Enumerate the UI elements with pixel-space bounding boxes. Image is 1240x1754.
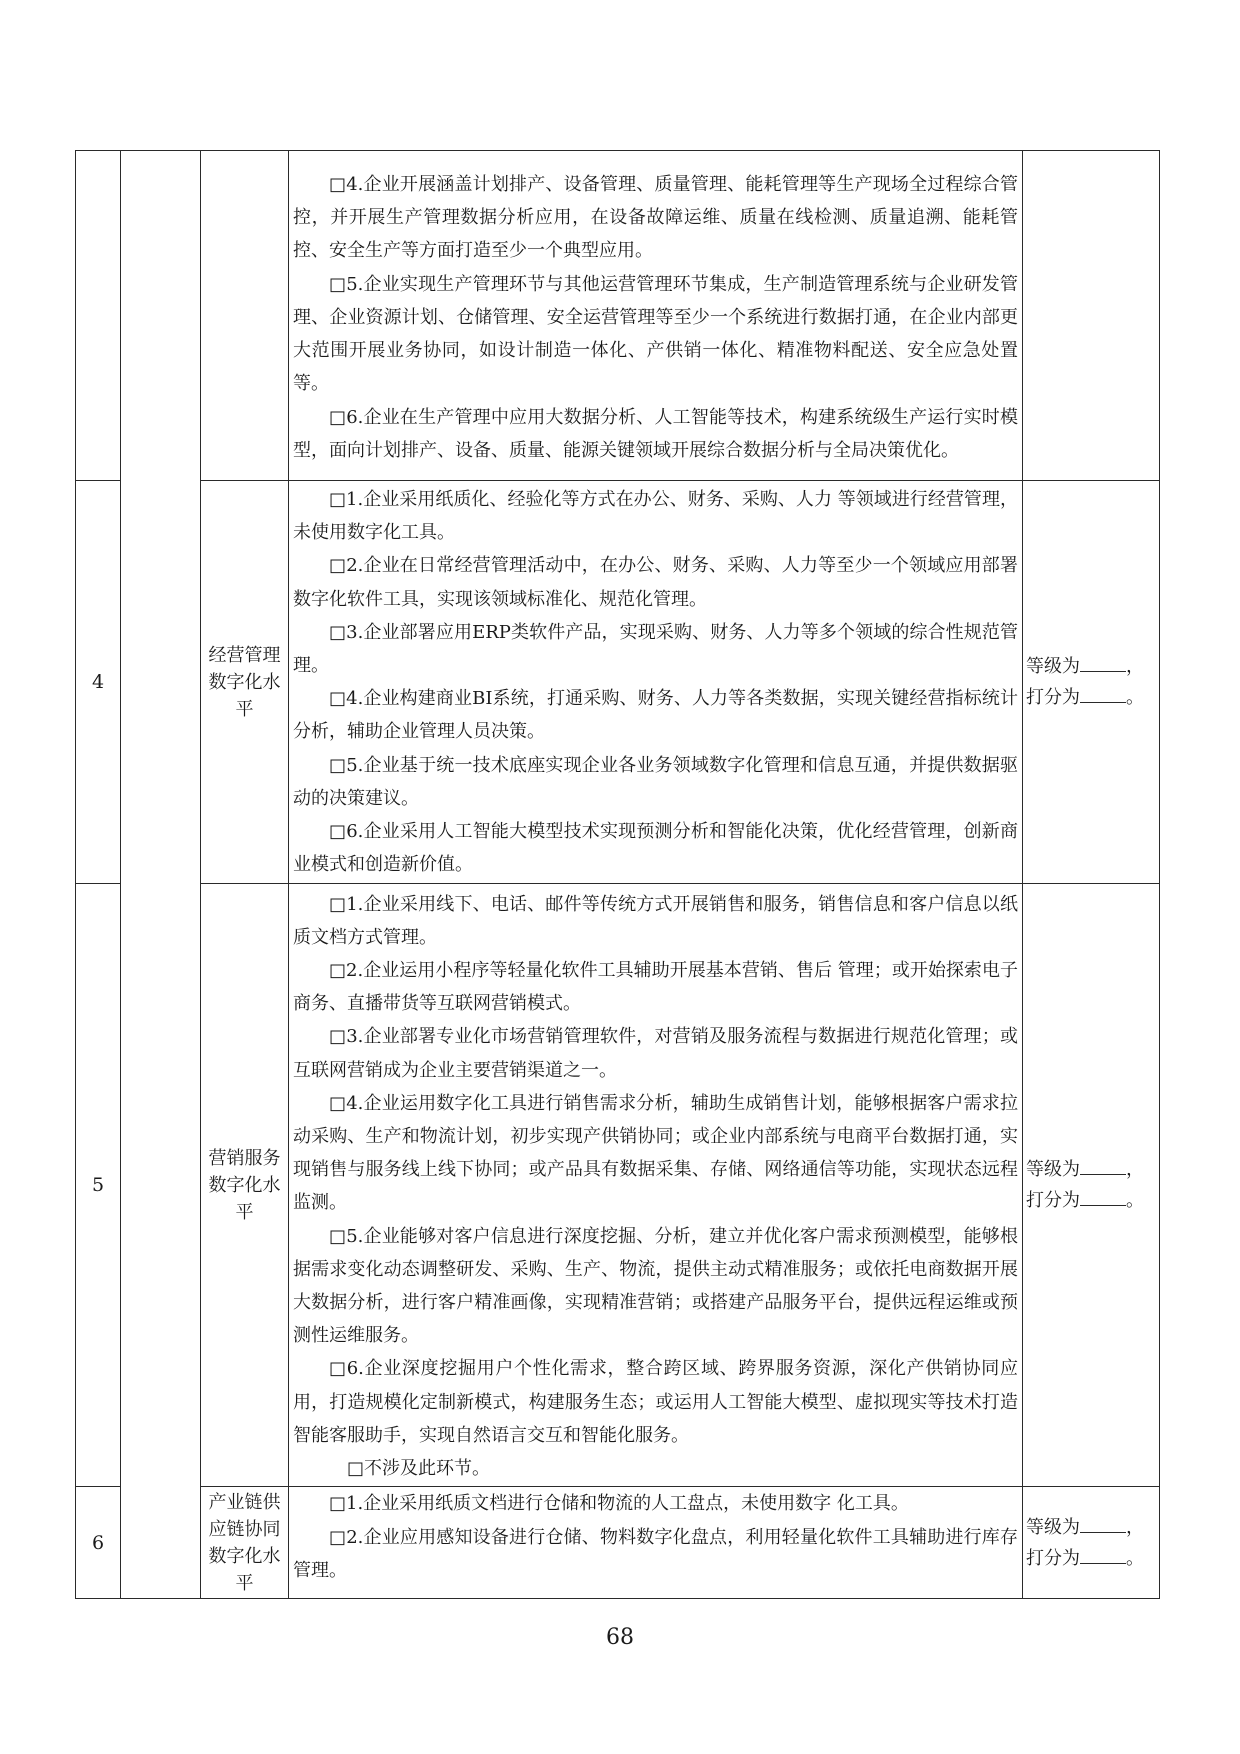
option-item[interactable]: □4.企业运用数字化工具进行销售需求分析，辅助生成销售计划，能够根据客户需求拉动采购、生产和物流计划，初步实现产供销协同；或企业内部系统与电商平台数据打通，实现销售与服务线上线下协同；或产品具有数据采集、存储、网络通信等功能，实现状态远程监测。 xyxy=(293,1092,1018,1214)
row-content-cell xyxy=(289,884,1023,1487)
row-name-line: 数字化水 xyxy=(208,671,281,693)
category-cell xyxy=(121,151,201,1599)
option-item[interactable]: □5.企业实现生产管理环节与其他运营管理环节集成，生产制造管理系统与企业研发管理、企业资源计划、仓储管理、安全运营管理等至少一个系统进行数据打通，在企业内部更大范围开展业务协同，如设计制造一体化、产供销一体化、精准物料配送、安全应急处置等。 xyxy=(293,273,1018,395)
row-name-cell xyxy=(201,884,289,1487)
row-name-line: 经营管理 xyxy=(208,644,281,666)
row-name-line: 平 xyxy=(235,1201,254,1223)
option-item[interactable]: □2.企业应用感知设备进行仓储、物料数字化盘点，利用轻量化软件工具辅助进行库存管理。 xyxy=(293,1526,1018,1581)
row-number-cell: 4 xyxy=(76,481,121,884)
grade-line: 等级为 ， xyxy=(1026,1512,1159,1543)
option-not-applicable[interactable]: □不涉及此环节。 xyxy=(347,1458,491,1480)
option-item[interactable]: □4.企业构建商业BI系统，打通采购、财务、人力等各类数据，实现关键经营指标统计分析，辅助企业管理人员决策。 xyxy=(293,688,1018,743)
score-cell xyxy=(1023,1487,1160,1599)
page-number: 68 xyxy=(606,1625,634,1650)
grade-blank[interactable] xyxy=(1080,651,1126,672)
row-name-line: 营销服务 xyxy=(208,1147,281,1169)
option-item[interactable]: □2.企业在日常经营管理活动中，在办公、财务、采购、人力等至少一个领域应用部署数字化软件工具，实现该领域标准化、规范化管理。 xyxy=(293,555,1018,610)
points-blank[interactable] xyxy=(1080,1543,1126,1564)
option-item[interactable]: □3.企业部署应用ERP类软件产品，实现采购、财务、人力等多个领域的综合性规范管理。 xyxy=(293,621,1018,677)
table-row-continued xyxy=(76,151,1160,481)
score-cell xyxy=(1023,481,1160,884)
score-cell xyxy=(1023,151,1160,481)
option-item[interactable]: □6.企业深度挖掘用户个性化需求，整合跨区域、跨界服务资源，深化产供销协同应用，打造规模化定制新模式，构建服务生态；或运用人工智能大模型、虚拟现实等技术打造智能客服助手，实现自然语言交互和智能化服务。 xyxy=(293,1358,1018,1446)
row-number-cell: 6 xyxy=(76,1487,121,1599)
option-item[interactable]: □6.企业在生产管理中应用大数据分析、人工智能等技术，构建系统级生产运行实时模型，面向计划排产、设备、质量、能源关键领域开展综合数据分析与全局决策优化。 xyxy=(293,406,1018,461)
row-content-cell xyxy=(289,1487,1023,1599)
grade-blank[interactable] xyxy=(1080,1512,1126,1533)
grade-line: 等级为 ， xyxy=(1026,651,1159,682)
option-item[interactable]: □2.企业运用小程序等轻量化软件工具辅助开展基本营销、售后 管理；或开始探索电子商务、直播带货等互联网营销模式。 xyxy=(293,960,1018,1015)
row-name-line: 平 xyxy=(235,698,254,720)
option-item[interactable]: □1.企业采用线下、电话、邮件等传统方式开展销售和服务，销售信息和客户信息以纸质文档方式管理。 xyxy=(293,893,1018,948)
table-row-business-management xyxy=(76,481,1160,884)
row-number-cell xyxy=(76,151,121,481)
row-name-cell xyxy=(201,481,289,884)
option-item[interactable]: □1.企业采用纸质文档进行仓储和物流的人工盘点，未使用数字 化工具。 xyxy=(329,1493,909,1515)
table-row-supply-chain xyxy=(76,1487,1160,1599)
table-row-marketing-service xyxy=(76,884,1160,1487)
row-name-cell xyxy=(201,1487,289,1599)
option-item[interactable]: □5.企业基于统一技术底座实现企业各业务领域数字化管理和信息互通，并提供数据驱动的决策建议。 xyxy=(293,754,1018,809)
option-item[interactable]: □1.企业采用纸质化、经验化等方式在办公、财务、采购、人力 等领域进行经营管理，未使用数字化工具。 xyxy=(293,489,1018,544)
row-name-cell xyxy=(201,151,289,481)
row-name-line: 数字化水 xyxy=(208,1174,281,1196)
option-item[interactable]: □5.企业能够对客户信息进行深度挖掘、分析，建立并优化客户需求预测模型，能够根据需求变化动态调整研发、采购、生产、物流，提供主动式精准服务；或依托电商数据开展大数据分析，进行客户精准画像，实现精准营销；或搭建产品服务平台，提供远程运维或预测性运维服务。 xyxy=(293,1225,1018,1347)
row-name-line: 应链协同 xyxy=(208,1518,281,1540)
points-line: 打分为 。 xyxy=(1026,1185,1159,1216)
row-name-line: 数字化水 xyxy=(208,1545,281,1567)
option-item[interactable]: □4.企业开展涵盖计划排产、设备管理、质量管理、能耗管理等生产现场全过程综合管控，并开展生产管理数据分析应用，在设备故障运维、质量在线检测、质量追溯、能耗管控、安全生产等方面打造至少一个典型应用。 xyxy=(293,174,1018,262)
grade-line: 等级为 ， xyxy=(1026,1154,1159,1185)
row-content-cell xyxy=(289,151,1023,481)
points-blank[interactable] xyxy=(1080,1185,1126,1206)
points-line: 打分为 。 xyxy=(1026,1543,1159,1574)
points-blank[interactable] xyxy=(1080,682,1126,703)
grade-blank[interactable] xyxy=(1080,1154,1126,1175)
option-item[interactable]: □3.企业部署专业化市场营销管理软件，对营销及服务流程与数据进行规范化管理；或互联网营销成为企业主要营销渠道之一。 xyxy=(293,1026,1018,1081)
row-name-line: 平 xyxy=(235,1572,254,1594)
assessment-table xyxy=(75,150,1160,1599)
row-number-cell: 5 xyxy=(76,884,121,1487)
option-item[interactable]: □6.企业采用人工智能大模型技术实现预测分析和智能化决策，优化经营管理，创新商业模式和创造新价值。 xyxy=(293,821,1018,876)
row-name-line: 产业链供 xyxy=(208,1491,281,1513)
score-cell xyxy=(1023,884,1160,1487)
row-content-cell xyxy=(289,481,1023,884)
points-line: 打分为 。 xyxy=(1026,682,1159,713)
